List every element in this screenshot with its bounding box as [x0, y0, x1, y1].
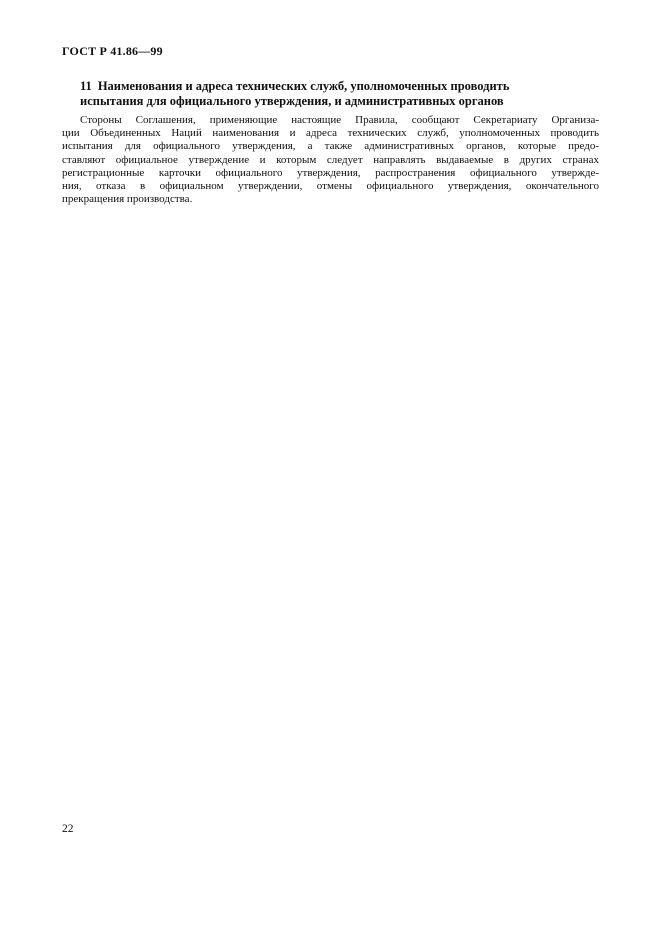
- paragraph-line-2: ции Объединенных Наций наименования и адреса технических служб, уполномоченных проводить: [62, 127, 599, 140]
- section-number: 11: [80, 79, 92, 93]
- paragraph-line-6: ния, отказа в официальном утверждении, отмены официального утверждения, окончательного: [62, 180, 599, 193]
- page-number: 22: [62, 823, 74, 835]
- section-heading: [80, 79, 600, 109]
- section-paragraph: [62, 114, 599, 206]
- paragraph-line-4: ставляют официальное утверждение и которым следует направлять выдаваемые в других странах: [62, 153, 599, 166]
- section-heading-line-1: [80, 79, 600, 94]
- paragraph-line-3: испытания для официального утверждения, а также административных органов, которые предо-: [62, 140, 599, 153]
- paragraph-line-5: регистрационные карточки официального утверждения, распространения официального утвержде-: [62, 166, 599, 179]
- section-title-text-2: испытания для официального утверждения, и административных органов: [80, 94, 504, 108]
- document-header-code: ГОСТ Р 41.86—99: [62, 44, 163, 58]
- paragraph-line-7: прекращения производства.: [62, 193, 193, 206]
- section-title-text-1: Наименования и адреса технических служб, уполномоченных проводить: [97, 79, 510, 93]
- paragraph-line-1: Стороны Соглашения, применяющие настоящие Правила, сообщают Секретариату Организа-: [80, 114, 599, 126]
